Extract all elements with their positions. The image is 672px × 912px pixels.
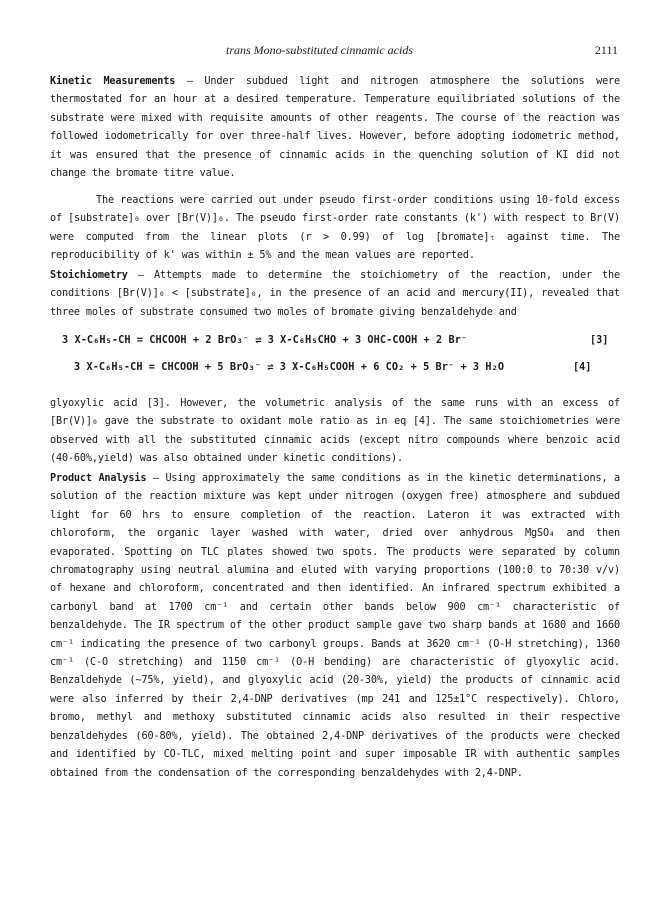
kinetic-measurements-text: — Under subdued light and nitrogen atmosphere the solutions were thermostated for an hour at a desired temperature. Temperature equilibriated solutions of the substrate were mixed with requisite amounts of other reagents. The course of the reaction was followed iodometrically for over three-half lives. However, before adopting iodometric method, it was ensured that the presence of cinnamic acids in the quenching solution of KI did not change the bromate titre value. — [50, 76, 621, 180]
product-analysis-paragraph — [50, 470, 620, 783]
equation-3: 3 X-C₆H₅-CH = CHCOOH + 2 BrO₃⁻ ⇌ 3 X-C₆H₅CHO + 3 OHC-COOH + 2 Br⁻ — [62, 335, 468, 346]
page-header — [50, 43, 622, 59]
equation-3-number: [3] — [590, 335, 609, 346]
kinetic-measurements-heading: Kinetic Measurements — [50, 76, 176, 87]
stoichiometry-heading: Stoichiometry — [50, 270, 128, 281]
stoichiometry-paragraph — [50, 267, 620, 322]
pseudo-first-order-text: The reactions were carried out under pseudo first-order conditions using 10-fold excess of [substrate]₀ over [Br(V)]₀. The pseudo first-order rate constants (k') with respect to Br(V) were computed from the linear plots (r > 0.99) of log [bromate]ₜ against time. The reproducibility of k' was within ± 5% and the mean values are reported. — [50, 195, 620, 262]
stoichiometry-text: — Attempts made to determine the stoichiometry of the reaction, under the conditions [Br(V)]₀ < [substrate]₀, in the presence of an acid and mercury(II), revealed that three moles of substrate consumed two moles of bromate giving benzaldehyde and — [50, 270, 620, 318]
running-title: trans Mono-substituted cinnamic acids — [226, 43, 413, 57]
product-analysis-heading: Product Analysis — [50, 473, 147, 484]
pseudo-first-order-paragraph — [50, 192, 620, 266]
glyoxylic-acid-paragraph — [50, 395, 620, 469]
equation-4-number: [4] — [573, 362, 592, 373]
equation-4: 3 X-C₆H₅-CH = CHCOOH + 5 BrO₃⁻ ⇌ 3 X-C₆H₅COOH + 6 CO₂ + 5 Br⁻ + 3 H₂O — [74, 362, 505, 373]
kinetic-measurements-paragraph — [50, 73, 620, 183]
page-number: 2111 — [594, 43, 618, 57]
glyoxylic-acid-text: glyoxylic acid [3]. However, the volumetric analysis of the same runs with an excess of [Br(V)]₀ gave the substrate to oxidant mole ratio as in eq [4]. The same stoichiometries were observed with all the substituted cinnamic acids (except nitro compounds where benzoic acid (40-60%,yield) was also obtained under kinetic conditions). — [50, 398, 620, 465]
product-analysis-text: — Using approximately the same conditions as in the kinetic determinations, a solution of the reaction mixture was kept under nitrogen (oxygen free) atmosphere and subdued light for 60 hrs to ensure completion of the reaction. Lateron it was extracted with chloroform, the organic layer washed with water, dried over anhydrous MgSO₄ and then evaporated. Spotting on TLC plates showed two spots. The products were separated by column chromatography using neutral alumina and eluted with varying proportions (100:0 to 70:30 v/v) of hexane and chloroform, concentrated and then identified. An infrared spectrum exhibited a carbonyl band at 1700 cm⁻¹ and certain other bands below 900 cm⁻¹ characteristic of benzaldehyde. The IR spectrum of the other product sample gave two sharp bands at 1680 and 1660 cm⁻¹ indicating the presence of two carbonyl groups. Bands at 3620 cm⁻¹ (O-H stretching), 1360 cm⁻¹ (C-O stretching) and 1150 cm⁻¹ (O-H bending) are characteristic of glyoxylic acid. Benzaldehyde (~75%, yield), and glyoxylic acid (20-30%, yield) the products of cinnamic acid were also inferred by their 2,4-DNP derivatives (mp 241 and 125±1°C respectively). Chloro, bromo, methyl and methoxy substituted cinnamic acids also resulted in their respective benzaldehydes (60-80%, yield). The obtained 2,4-DNP derivatives of the products were checked and identified by CO-TLC, mixed melting point and super imposable IR with authentic samples obtained from the condensation of the corresponding benzaldehydes with 2,4-DNP. — [50, 473, 621, 779]
